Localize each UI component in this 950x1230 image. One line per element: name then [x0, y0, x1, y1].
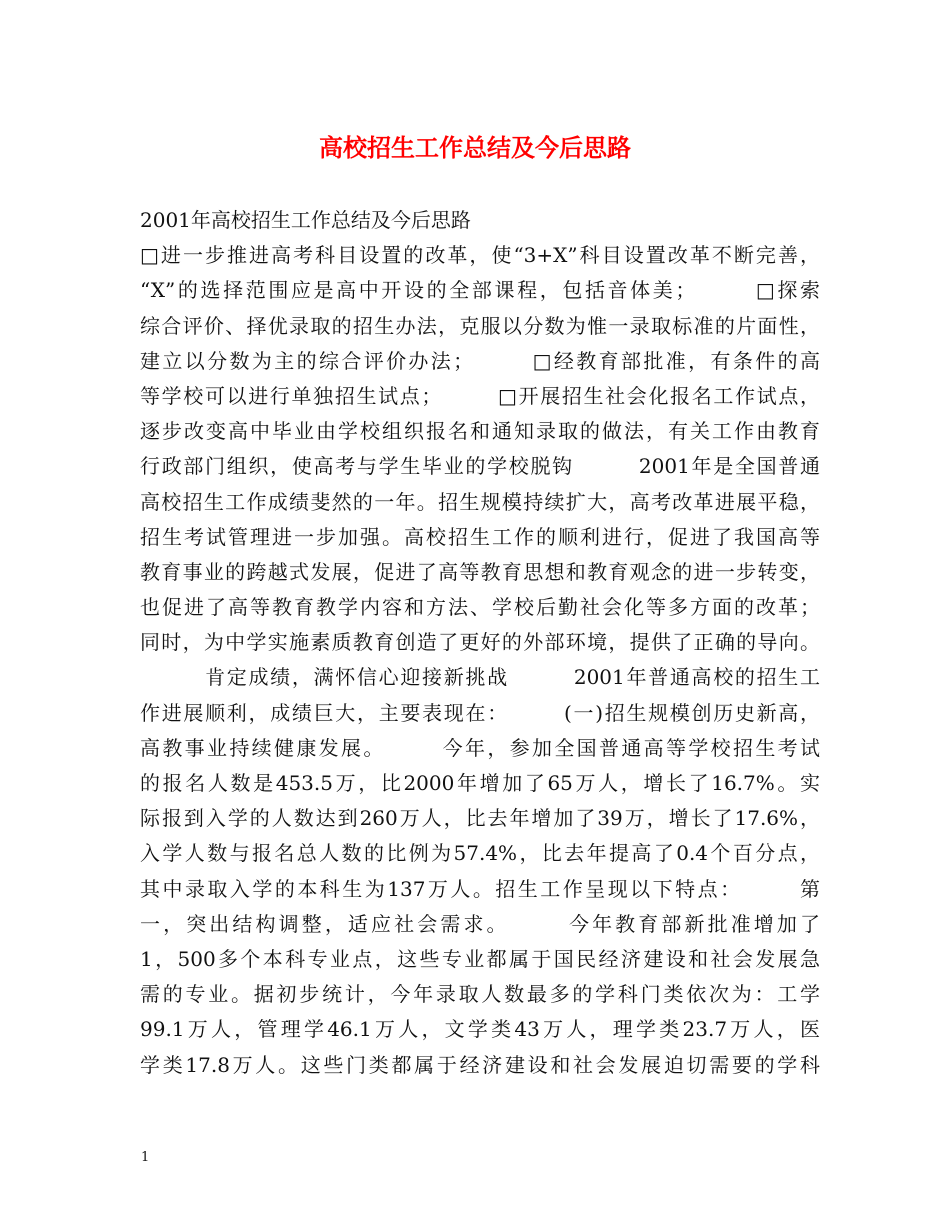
paragraph-line: 肯定成绩，满怀信心迎接新挑战 2001年普通高校的招生工 — [140, 665, 820, 690]
paragraph-line: 招生考试管理进一步加强。高校招生工作的顺利进行，促进了我国高等 — [140, 524, 820, 549]
paragraph-line: 99.1万人，管理学46.1万人，文学类43万人，理学类23.7万人，医 — [140, 1017, 820, 1042]
paragraph-line: 也促进了高等教育教学内容和方法、学校后勤社会化等多方面的改革； — [140, 595, 820, 620]
paragraph-line: 一，突出结构调整，适应社会需求。 今年教育部新批准增加了 — [140, 911, 820, 936]
paragraph-line: 等学校可以进行单独招生试点； □开展招生社会化报名工作试点， — [140, 383, 820, 408]
page-number: 1 — [141, 1150, 150, 1165]
paragraph-line: 的报名人数是453.5万，比2000年增加了65万人，增长了16.7%。实 — [140, 771, 820, 795]
paragraph-line: 综合评价、择优录取的招生办法，克服以分数为惟一录取标准的片面性， — [140, 313, 820, 338]
paragraph-line: 1，500多个本科专业点，这些专业都属于国民经济建设和社会发展急 — [140, 946, 820, 971]
paragraph-line: 行政部门组织，使高考与学生毕业的学校脱钩 2001年是全国普通 — [140, 454, 820, 479]
document-title: 高校招生工作总结及今后思路 — [319, 133, 631, 162]
paragraph-line: 同时，为中学实施素质教育创造了更好的外部环境，提供了正确的导向。 — [140, 630, 820, 655]
paragraph-line: “X”的选择范围应是高中开设的全部课程，包括音体美； □探索 — [140, 278, 820, 303]
paragraph-line: 学类17.8万人。这些门类都属于经济建设和社会发展迫切需要的学科 — [140, 1052, 820, 1077]
paragraph-line: 际报到入学的人数达到260万人，比去年增加了39万，增长了17.6%， — [140, 806, 820, 831]
paragraph-line: 作进展顺利，成绩巨大，主要表现在： (一)招生规模创历史新高， — [140, 700, 820, 725]
paragraph-line: 教育事业的跨越式发展，促进了高等教育思想和教育观念的进一步转变， — [140, 559, 820, 584]
paragraph-line: 2001年高校招生工作总结及今后思路 — [140, 208, 471, 232]
paragraph-line: 建立以分数为主的综合评价办法； □经教育部批准，有条件的高 — [140, 348, 820, 373]
document-body — [140, 203, 820, 1083]
paragraph-line: 入学人数与报名总人数的比例为57.4%，比去年提高了0.4个百分点， — [140, 841, 820, 866]
paragraph-line: 其中录取入学的本科生为137万人。招生工作呈现以下特点： 第 — [140, 876, 820, 901]
paragraph-line: 逐步改变高中毕业由学校组织报名和通知录取的做法，有关工作由教育 — [140, 419, 820, 444]
paragraph-line: 需的专业。据初步统计，今年录取人数最多的学科门类依次为：工学 — [140, 982, 820, 1007]
paragraph-line: 高校招生工作成绩斐然的一年。招生规模持续扩大，高考改革进展平稳， — [140, 489, 820, 514]
paragraph-line: □进一步推进高考科目设置的改革，使“3+X”科目设置改革不断完善， — [140, 243, 820, 268]
paragraph-line: 高教事业持续健康发展。 今年，参加全国普通高等学校招生考试 — [140, 735, 820, 760]
